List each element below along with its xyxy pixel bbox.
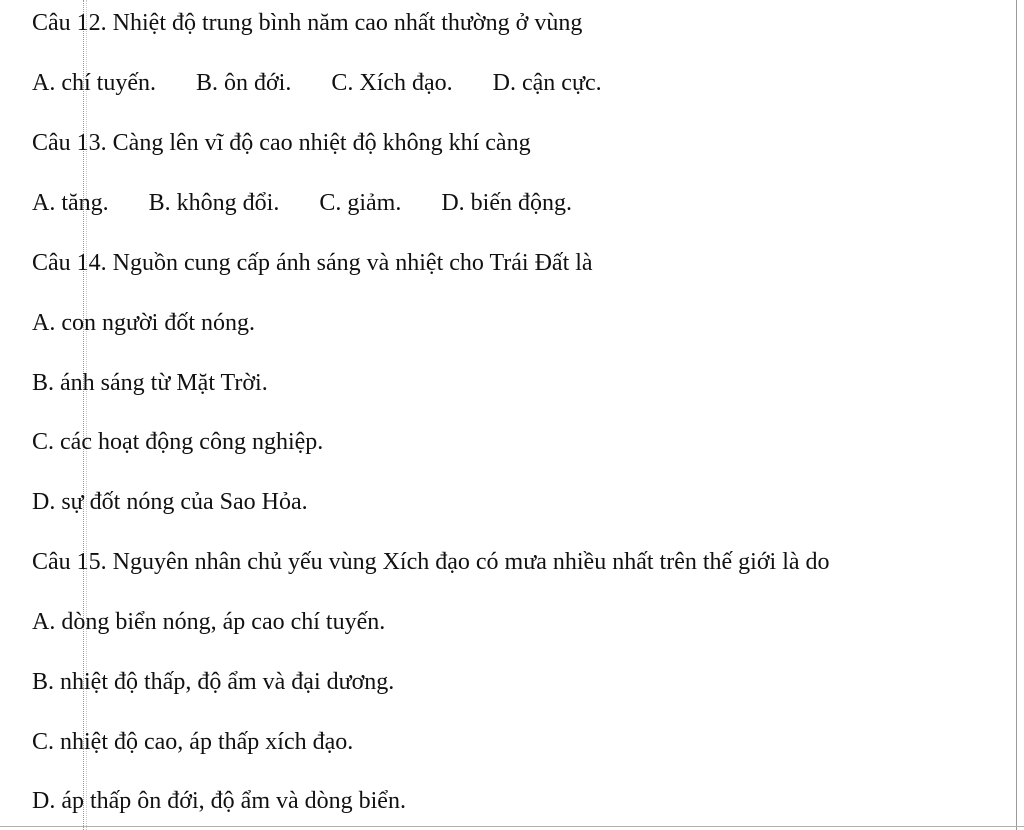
question-12-option-c: C. Xích đạo. — [331, 70, 453, 96]
question-12-options — [32, 68, 602, 98]
question-13-options — [32, 188, 572, 218]
question-12-option-d: D. cận cực. — [492, 70, 602, 96]
question-14-option-d: D. sự đốt nóng của Sao Hỏa. — [32, 489, 308, 515]
question-13-option-a: A. tăng. — [32, 190, 109, 216]
question-13-option-c: C. giảm. — [319, 190, 402, 216]
question-15-stem: Câu 15. Nguyên nhân chủ yếu vùng Xích đạo có mưa nhiều nhất trên thế giới là do — [32, 549, 830, 575]
margin-guide-line — [83, 0, 84, 830]
question-14-option-a: A. con người đốt nóng. — [32, 310, 256, 336]
question-14-option-c: C. các hoạt động công nghiệp. — [32, 429, 324, 455]
question-13-stem: Câu 13. Càng lên vĩ độ cao nhiệt độ không khí càng — [32, 130, 531, 156]
question-15-option-d: D. áp thấp ôn đới, độ ẩm và dòng biển. — [32, 788, 406, 814]
question-15-option-a: A. dòng biển nóng, áp cao chí tuyến. — [32, 609, 386, 635]
question-12-stem: Câu 12. Nhiệt độ trung bình năm cao nhất thường ở vùng — [32, 10, 583, 36]
question-13-option-b: B. không đổi. — [148, 190, 280, 216]
question-15-option-c: C. nhiệt độ cao, áp thấp xích đạo. — [32, 729, 354, 755]
question-13-option-d: D. biến động. — [441, 190, 572, 216]
page-right-edge — [1016, 0, 1017, 830]
question-12-option-b: B. ôn đới. — [195, 70, 292, 96]
question-14-stem: Câu 14. Nguồn cung cấp ánh sáng và nhiệt cho Trái Đất là — [32, 250, 593, 276]
margin-guide-line-secondary — [86, 0, 87, 830]
question-14-option-b: B. ánh sáng từ Mặt Trời. — [32, 370, 268, 396]
question-15-option-b: B. nhiệt độ thấp, độ ẩm và đại dương. — [32, 669, 395, 695]
question-12-option-a: A. chí tuyến. — [32, 70, 156, 96]
page-bottom-edge — [0, 826, 1024, 827]
